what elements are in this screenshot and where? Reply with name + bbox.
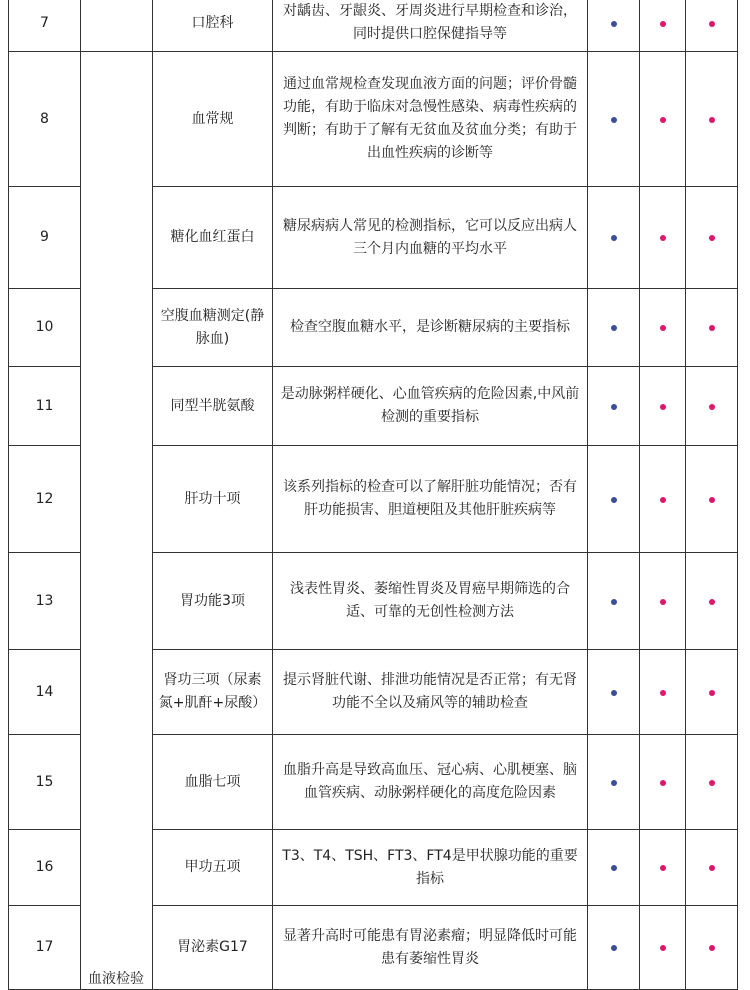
package-column-1 bbox=[588, 906, 640, 990]
row-number: 13 bbox=[9, 553, 81, 650]
blue-dot-icon bbox=[611, 780, 617, 786]
package-column-1 bbox=[588, 735, 640, 830]
package-column-1 bbox=[588, 830, 640, 906]
pink-dot-icon bbox=[660, 325, 666, 331]
pink-dot-icon bbox=[709, 117, 715, 123]
item-description: 该系列指标的检查可以了解肝脏功能情况；否有肝功能损害、胆道梗阻及其他肝脏疾病等 bbox=[273, 446, 588, 553]
item-name: 糖化血红蛋白 bbox=[153, 187, 273, 289]
package-column-3 bbox=[686, 0, 738, 52]
item-name: 血常规 bbox=[153, 52, 273, 187]
package-column-2 bbox=[640, 650, 686, 735]
package-column-1 bbox=[588, 553, 640, 650]
pink-dot-icon bbox=[660, 235, 666, 241]
pink-dot-icon bbox=[660, 21, 666, 27]
blue-dot-icon bbox=[611, 945, 617, 951]
row-number: 12 bbox=[9, 446, 81, 553]
package-column-1 bbox=[588, 289, 640, 367]
item-name: 甲功五项 bbox=[153, 830, 273, 906]
item-description: 检查空腹血糖水平，是诊断糖尿病的主要指标 bbox=[273, 289, 588, 367]
pink-dot-icon bbox=[660, 690, 666, 696]
row-number: 14 bbox=[9, 650, 81, 735]
blue-dot-icon bbox=[611, 117, 617, 123]
package-column-2 bbox=[640, 367, 686, 446]
item-name: 血脂七项 bbox=[153, 735, 273, 830]
pink-dot-icon bbox=[660, 865, 666, 871]
item-description: 通过血常规检查发现血液方面的问题；评价骨髓功能，有助于临床对急慢性感染、病毒性疾病的判断；有助于了解有无贫血及贫血分类；有助于出血性疾病的诊断等 bbox=[273, 52, 588, 187]
package-column-3 bbox=[686, 830, 738, 906]
package-column-3 bbox=[686, 650, 738, 735]
item-name: 同型半胱氨酸 bbox=[153, 367, 273, 446]
package-column-3 bbox=[686, 906, 738, 990]
pink-dot-icon bbox=[709, 235, 715, 241]
row-number: 7 bbox=[9, 0, 81, 52]
category-cell bbox=[81, 0, 153, 52]
item-description: 浅表性胃炎、萎缩性胃炎及胃癌早期筛选的合适、可靠的无创性检测方法 bbox=[273, 553, 588, 650]
item-name: 胃功能3项 bbox=[153, 553, 273, 650]
blue-dot-icon bbox=[611, 235, 617, 241]
pink-dot-icon bbox=[709, 404, 715, 410]
category-label-fragment: 血液检验 bbox=[88, 971, 144, 987]
row-number: 17 bbox=[9, 906, 81, 990]
package-column-1 bbox=[588, 367, 640, 446]
pink-dot-icon bbox=[709, 865, 715, 871]
item-name: 口腔科 bbox=[153, 0, 273, 52]
package-column-2 bbox=[640, 446, 686, 553]
pink-dot-icon bbox=[709, 690, 715, 696]
package-column-3 bbox=[686, 446, 738, 553]
pink-dot-icon bbox=[709, 599, 715, 605]
package-column-3 bbox=[686, 187, 738, 289]
row-number: 8 bbox=[9, 52, 81, 187]
package-column-1 bbox=[588, 0, 640, 52]
item-description: 糖尿病病人常见的检测指标，它可以反应出病人三个月内血糖的平均水平 bbox=[273, 187, 588, 289]
blue-dot-icon bbox=[611, 599, 617, 605]
blue-dot-icon bbox=[611, 404, 617, 410]
item-description: T3、T4、TSH、FT3、FT4是甲状腺功能的重要指标 bbox=[273, 830, 588, 906]
exam-items-table bbox=[8, 0, 738, 990]
pink-dot-icon bbox=[660, 599, 666, 605]
package-column-2 bbox=[640, 553, 686, 650]
pink-dot-icon bbox=[709, 497, 715, 503]
row-number: 15 bbox=[9, 735, 81, 830]
item-name: 空腹血糖测定(静脉血) bbox=[153, 289, 273, 367]
item-description: 提示肾脏代谢、排泄功能情况是否正常；有无肾功能不全以及痛风等的辅助检查 bbox=[273, 650, 588, 735]
pink-dot-icon bbox=[660, 945, 666, 951]
blue-dot-icon bbox=[611, 690, 617, 696]
pink-dot-icon bbox=[709, 945, 715, 951]
package-column-1 bbox=[588, 187, 640, 289]
item-description: 显著升高时可能患有胃泌素瘤；明显降低时可能患有萎缩性胃炎 bbox=[273, 906, 588, 990]
package-column-3 bbox=[686, 52, 738, 187]
item-description: 血脂升高是导致高血压、冠心病、心肌梗塞、脑血管疾病、动脉粥样硬化的高度危险因素 bbox=[273, 735, 588, 830]
row-number: 10 bbox=[9, 289, 81, 367]
package-column-3 bbox=[686, 367, 738, 446]
package-column-2 bbox=[640, 735, 686, 830]
pink-dot-icon bbox=[660, 117, 666, 123]
pink-dot-icon bbox=[709, 21, 715, 27]
package-column-2 bbox=[640, 52, 686, 187]
pink-dot-icon bbox=[660, 497, 666, 503]
item-description: 对龋齿、牙龈炎、牙周炎进行早期检查和诊治，同时提供口腔保健指导等 bbox=[273, 0, 588, 52]
category-cell bbox=[81, 52, 153, 990]
blue-dot-icon bbox=[611, 865, 617, 871]
package-column-2 bbox=[640, 830, 686, 906]
blue-dot-icon bbox=[611, 497, 617, 503]
pink-dot-icon bbox=[709, 780, 715, 786]
package-column-3 bbox=[686, 735, 738, 830]
package-column-2 bbox=[640, 289, 686, 367]
pink-dot-icon bbox=[709, 325, 715, 331]
table-row bbox=[9, 0, 738, 52]
pink-dot-icon bbox=[660, 404, 666, 410]
row-number: 9 bbox=[9, 187, 81, 289]
package-column-1 bbox=[588, 650, 640, 735]
package-column-1 bbox=[588, 446, 640, 553]
item-name: 胃泌素G17 bbox=[153, 906, 273, 990]
pink-dot-icon bbox=[660, 780, 666, 786]
item-description: 是动脉粥样硬化、心血管疾病的危险因素,中风前检测的重要指标 bbox=[273, 367, 588, 446]
package-column-3 bbox=[686, 289, 738, 367]
package-column-1 bbox=[588, 52, 640, 187]
row-number: 16 bbox=[9, 830, 81, 906]
package-column-2 bbox=[640, 906, 686, 990]
table-row bbox=[9, 52, 738, 187]
blue-dot-icon bbox=[611, 21, 617, 27]
package-column-3 bbox=[686, 553, 738, 650]
item-name: 肝功十项 bbox=[153, 446, 273, 553]
blue-dot-icon bbox=[611, 325, 617, 331]
package-column-2 bbox=[640, 0, 686, 52]
item-name: 肾功三项（尿素氮+肌酐+尿酸） bbox=[153, 650, 273, 735]
row-number: 11 bbox=[9, 367, 81, 446]
package-column-2 bbox=[640, 187, 686, 289]
